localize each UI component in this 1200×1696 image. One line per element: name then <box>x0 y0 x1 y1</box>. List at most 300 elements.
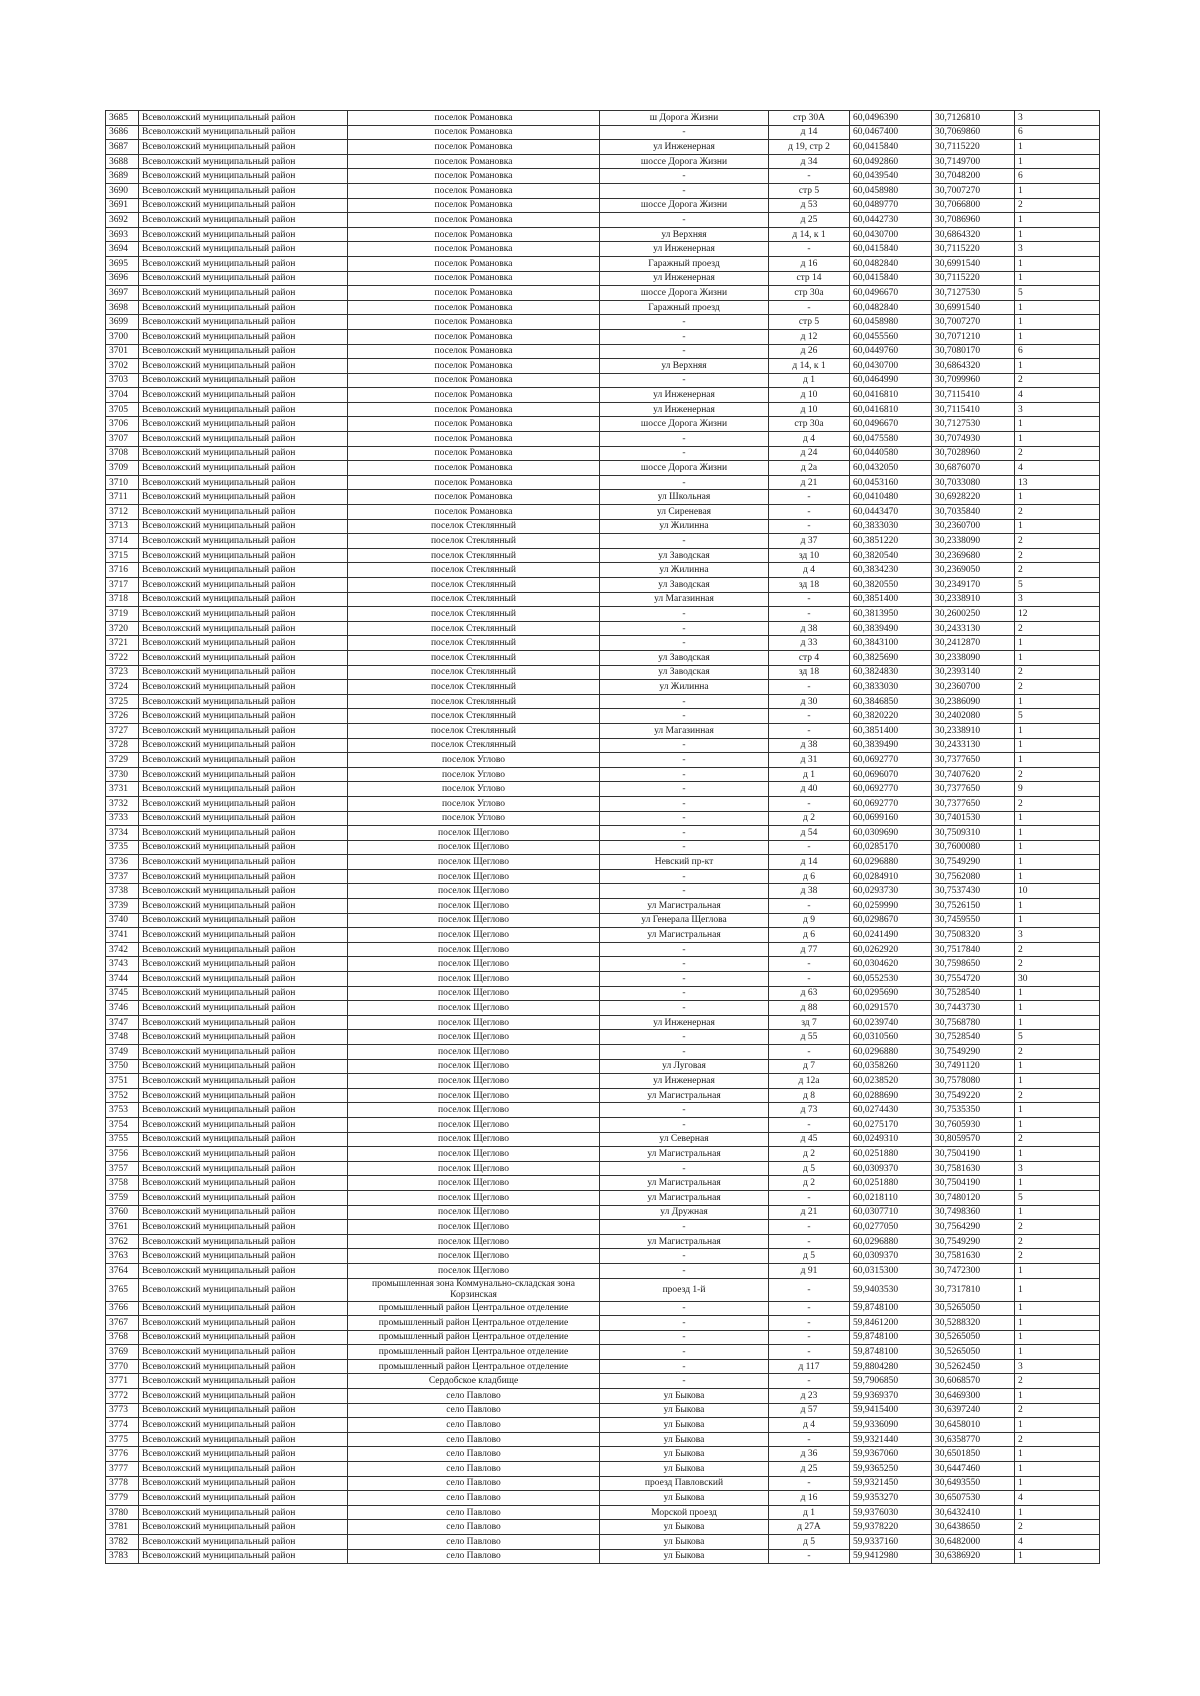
longitude-cell: 30,7115220 <box>932 271 1015 286</box>
row-number: 3747 <box>106 1015 139 1030</box>
latitude-cell: 60,0307710 <box>850 1205 932 1220</box>
locality-cell: поселок Стеклянный <box>348 709 600 724</box>
count-cell: 1 <box>1015 1278 1100 1301</box>
locality-cell: промышленный район Центральное отделение <box>348 1316 600 1331</box>
count-cell: 6 <box>1015 169 1100 184</box>
latitude-cell: 60,0315300 <box>850 1263 932 1278</box>
count-cell: 1 <box>1015 913 1100 928</box>
street-cell: - <box>600 169 769 184</box>
latitude-cell: 60,0492860 <box>850 154 932 169</box>
district-cell: Всеволожский муниципальный район <box>139 840 348 855</box>
locality-cell: Сердобское кладбище <box>348 1374 600 1389</box>
house-cell: д 33 <box>769 636 850 651</box>
house-cell: - <box>769 723 850 738</box>
locality-cell: поселок Романовка <box>348 388 600 403</box>
house-cell: д 2а <box>769 461 850 476</box>
latitude-cell: 60,0296880 <box>850 855 932 870</box>
street-cell: - <box>600 1330 769 1345</box>
table-row <box>106 1015 1100 1030</box>
locality-cell: поселок Романовка <box>348 111 600 126</box>
table-row <box>106 738 1100 753</box>
longitude-cell: 30,2369680 <box>932 548 1015 563</box>
street-cell: ул Инженерная <box>600 140 769 155</box>
district-cell: Всеволожский муниципальный район <box>139 1015 348 1030</box>
row-number: 3764 <box>106 1263 139 1278</box>
house-cell: д 23 <box>769 1389 850 1404</box>
row-number: 3736 <box>106 855 139 870</box>
longitude-cell: 30,7401530 <box>932 811 1015 826</box>
latitude-cell: 60,0238520 <box>850 1074 932 1089</box>
locality-cell: поселок Щеглово <box>348 928 600 943</box>
locality-cell: поселок Щеглово <box>348 1117 600 1132</box>
count-cell: 1 <box>1015 1015 1100 1030</box>
count-cell: 1 <box>1015 1205 1100 1220</box>
street-cell: ул Быкова <box>600 1418 769 1433</box>
street-cell: ул Быкова <box>600 1403 769 1418</box>
count-cell: 1 <box>1015 1059 1100 1074</box>
row-number: 3727 <box>106 723 139 738</box>
district-cell: Всеволожский муниципальный район <box>139 1147 348 1162</box>
longitude-cell: 30,6991540 <box>932 300 1015 315</box>
row-number: 3730 <box>106 767 139 782</box>
locality-cell: промышленный район Центральное отделение <box>348 1345 600 1360</box>
table-row <box>106 782 1100 797</box>
district-cell: Всеволожский муниципальный район <box>139 1278 348 1301</box>
district-cell: Всеволожский муниципальный район <box>139 446 348 461</box>
latitude-cell: 60,3824830 <box>850 665 932 680</box>
count-cell: 1 <box>1015 1176 1100 1191</box>
street-cell: ул Быкова <box>600 1389 769 1404</box>
table-row <box>106 475 1100 490</box>
latitude-cell: 60,3820220 <box>850 709 932 724</box>
longitude-cell: 30,6447460 <box>932 1462 1015 1477</box>
count-cell: 1 <box>1015 1074 1100 1089</box>
house-cell: - <box>769 1432 850 1447</box>
count-cell: 2 <box>1015 1249 1100 1264</box>
count-cell: 1 <box>1015 826 1100 841</box>
house-cell: стр 4 <box>769 650 850 665</box>
row-number: 3779 <box>106 1491 139 1506</box>
district-cell: Всеволожский муниципальный район <box>139 534 348 549</box>
district-cell: Всеволожский муниципальный район <box>139 592 348 607</box>
district-cell: Всеволожский муниципальный район <box>139 928 348 943</box>
row-number: 3714 <box>106 534 139 549</box>
table-row <box>106 315 1100 330</box>
row-number: 3717 <box>106 578 139 593</box>
district-cell: Всеволожский муниципальный район <box>139 957 348 972</box>
count-cell: 9 <box>1015 782 1100 797</box>
district-cell: Всеволожский муниципальный район <box>139 1234 348 1249</box>
row-number: 3713 <box>106 519 139 534</box>
locality-cell: поселок Углово <box>348 796 600 811</box>
row-number: 3761 <box>106 1220 139 1235</box>
count-cell: 1 <box>1015 1301 1100 1316</box>
latitude-cell: 60,0358260 <box>850 1059 932 1074</box>
locality-cell: поселок Щеглово <box>348 1249 600 1264</box>
district-cell: Всеволожский муниципальный район <box>139 388 348 403</box>
locality-cell: поселок Щеглово <box>348 855 600 870</box>
address-table <box>105 110 1100 1564</box>
house-cell: - <box>769 242 850 257</box>
row-number: 3697 <box>106 286 139 301</box>
latitude-cell: 60,0439540 <box>850 169 932 184</box>
count-cell: 2 <box>1015 446 1100 461</box>
locality-cell: поселок Романовка <box>348 183 600 198</box>
house-cell: д 9 <box>769 913 850 928</box>
district-cell: Всеволожский муниципальный район <box>139 709 348 724</box>
longitude-cell: 30,7509310 <box>932 826 1015 841</box>
street-cell: ул Луговая <box>600 1059 769 1074</box>
district-cell: Всеволожский муниципальный район <box>139 650 348 665</box>
house-cell: зд 10 <box>769 548 850 563</box>
house-cell: стр 30А <box>769 111 850 126</box>
house-cell: д 16 <box>769 1491 850 1506</box>
street-cell: шоссе Дорога Жизни <box>600 154 769 169</box>
house-cell: - <box>769 505 850 520</box>
locality-cell: поселок Углово <box>348 811 600 826</box>
latitude-cell: 60,0251880 <box>850 1147 932 1162</box>
house-cell: д 34 <box>769 154 850 169</box>
longitude-cell: 30,2393140 <box>932 665 1015 680</box>
longitude-cell: 30,7578080 <box>932 1074 1015 1089</box>
row-number: 3703 <box>106 373 139 388</box>
count-cell: 1 <box>1015 1505 1100 1520</box>
street-cell: ул Магистральная <box>600 1088 769 1103</box>
longitude-cell: 30,7443730 <box>932 1001 1015 1016</box>
row-number: 3728 <box>106 738 139 753</box>
row-number: 3724 <box>106 680 139 695</box>
locality-cell: поселок Романовка <box>348 344 600 359</box>
row-number: 3753 <box>106 1103 139 1118</box>
locality-cell: поселок Щеглово <box>348 1190 600 1205</box>
table-row <box>106 767 1100 782</box>
locality-cell: поселок Щеглово <box>348 1234 600 1249</box>
district-cell: Всеволожский муниципальный район <box>139 140 348 155</box>
street-cell: - <box>600 315 769 330</box>
latitude-cell: 60,0295690 <box>850 986 932 1001</box>
locality-cell: поселок Стеклянный <box>348 534 600 549</box>
row-number: 3725 <box>106 694 139 709</box>
table-row <box>106 548 1100 563</box>
locality-cell: поселок Романовка <box>348 256 600 271</box>
row-number: 3712 <box>106 505 139 520</box>
street-cell: - <box>600 534 769 549</box>
table-row <box>106 373 1100 388</box>
district-cell: Всеволожский муниципальный район <box>139 1549 348 1564</box>
district-cell: Всеволожский муниципальный район <box>139 490 348 505</box>
row-number: 3735 <box>106 840 139 855</box>
table-row <box>106 1278 1100 1301</box>
longitude-cell: 30,7127530 <box>932 417 1015 432</box>
table-row <box>106 1132 1100 1147</box>
house-cell: д 7 <box>769 1059 850 1074</box>
row-number: 3733 <box>106 811 139 826</box>
house-cell: - <box>769 1476 850 1491</box>
table-row <box>106 1432 1100 1447</box>
latitude-cell: 60,3851220 <box>850 534 932 549</box>
longitude-cell: 30,2412870 <box>932 636 1015 651</box>
latitude-cell: 60,0464990 <box>850 373 932 388</box>
house-cell: д 4 <box>769 563 850 578</box>
locality-cell: поселок Стеклянный <box>348 607 600 622</box>
house-cell: д 37 <box>769 534 850 549</box>
house-cell: д 30 <box>769 694 850 709</box>
house-cell: д 27А <box>769 1520 850 1535</box>
count-cell: 3 <box>1015 928 1100 943</box>
latitude-cell: 60,0284910 <box>850 869 932 884</box>
district-cell: Всеволожский муниципальный район <box>139 855 348 870</box>
latitude-cell: 60,0458980 <box>850 183 932 198</box>
street-cell: - <box>600 986 769 1001</box>
count-cell: 2 <box>1015 1132 1100 1147</box>
row-number: 3762 <box>106 1234 139 1249</box>
locality-cell: поселок Щеглово <box>348 1132 600 1147</box>
longitude-cell: 30,7526150 <box>932 899 1015 914</box>
table-row <box>106 723 1100 738</box>
locality-cell: село Павлово <box>348 1403 600 1418</box>
district-cell: Всеволожский муниципальный район <box>139 1249 348 1264</box>
district-cell: Всеволожский муниципальный район <box>139 1389 348 1404</box>
longitude-cell: 30,7549290 <box>932 1234 1015 1249</box>
latitude-cell: 60,0430700 <box>850 359 932 374</box>
latitude-cell: 60,0443470 <box>850 505 932 520</box>
count-cell: 1 <box>1015 315 1100 330</box>
longitude-cell: 30,5262450 <box>932 1359 1015 1374</box>
latitude-cell: 60,0241490 <box>850 928 932 943</box>
latitude-cell: 60,0309370 <box>850 1249 932 1264</box>
longitude-cell: 30,2600250 <box>932 607 1015 622</box>
street-cell: - <box>600 884 769 899</box>
district-cell: Всеволожский муниципальный район <box>139 329 348 344</box>
district-cell: Всеволожский муниципальный район <box>139 111 348 126</box>
street-cell: ул Заводская <box>600 665 769 680</box>
locality-cell: поселок Романовка <box>348 271 600 286</box>
row-number: 3686 <box>106 125 139 140</box>
house-cell: - <box>769 1278 850 1301</box>
house-cell: д 5 <box>769 1249 850 1264</box>
district-cell: Всеволожский муниципальный район <box>139 1505 348 1520</box>
row-number: 3702 <box>106 359 139 374</box>
latitude-cell: 59,9365250 <box>850 1462 932 1477</box>
count-cell: 1 <box>1015 1476 1100 1491</box>
street-cell: - <box>600 709 769 724</box>
house-cell: д 14 <box>769 855 850 870</box>
table-row <box>106 826 1100 841</box>
locality-cell: промышленный район Центральное отделение <box>348 1301 600 1316</box>
district-cell: Всеволожский муниципальный район <box>139 680 348 695</box>
count-cell: 4 <box>1015 388 1100 403</box>
latitude-cell: 60,0440580 <box>850 446 932 461</box>
latitude-cell: 60,0496670 <box>850 286 932 301</box>
district-cell: Всеволожский муниципальный район <box>139 373 348 388</box>
longitude-cell: 30,7598650 <box>932 957 1015 972</box>
table-row <box>106 1374 1100 1389</box>
street-cell: ул Магистральная <box>600 1147 769 1162</box>
row-number: 3729 <box>106 753 139 768</box>
district-cell: Всеволожский муниципальный район <box>139 1476 348 1491</box>
row-number: 3690 <box>106 183 139 198</box>
district-cell: Всеволожский муниципальный район <box>139 213 348 228</box>
longitude-cell: 30,2338910 <box>932 592 1015 607</box>
house-cell: д 63 <box>769 986 850 1001</box>
latitude-cell: 60,3846850 <box>850 694 932 709</box>
street-cell: - <box>600 1263 769 1278</box>
count-cell: 2 <box>1015 621 1100 636</box>
longitude-cell: 30,7080170 <box>932 344 1015 359</box>
table-row <box>106 213 1100 228</box>
street-cell: - <box>600 1161 769 1176</box>
latitude-cell: 59,9367060 <box>850 1447 932 1462</box>
count-cell: 1 <box>1015 899 1100 914</box>
longitude-cell: 30,2338090 <box>932 534 1015 549</box>
row-number: 3741 <box>106 928 139 943</box>
table-row <box>106 1045 1100 1060</box>
locality-cell: село Павлово <box>348 1476 600 1491</box>
count-cell: 1 <box>1015 1103 1100 1118</box>
locality-cell: село Павлово <box>348 1432 600 1447</box>
street-cell: - <box>600 329 769 344</box>
district-cell: Всеволожский муниципальный район <box>139 227 348 242</box>
locality-cell: село Павлово <box>348 1520 600 1535</box>
count-cell: 1 <box>1015 1330 1100 1345</box>
locality-cell: поселок Щеглово <box>348 826 600 841</box>
locality-cell: поселок Стеклянный <box>348 650 600 665</box>
table-row <box>106 125 1100 140</box>
house-cell: стр 30а <box>769 286 850 301</box>
district-cell: Всеволожский муниципальный район <box>139 1345 348 1360</box>
count-cell: 3 <box>1015 402 1100 417</box>
table-row <box>106 563 1100 578</box>
latitude-cell: 59,9403530 <box>850 1278 932 1301</box>
street-cell: - <box>600 738 769 753</box>
longitude-cell: 30,6068570 <box>932 1374 1015 1389</box>
table-row <box>106 1345 1100 1360</box>
house-cell: - <box>769 300 850 315</box>
row-number: 3710 <box>106 475 139 490</box>
count-cell: 1 <box>1015 432 1100 447</box>
latitude-cell: 59,9337160 <box>850 1535 932 1550</box>
district-cell: Всеволожский муниципальный район <box>139 242 348 257</box>
street-cell: ул Магазинная <box>600 723 769 738</box>
latitude-cell: 60,3820550 <box>850 578 932 593</box>
street-cell: - <box>600 621 769 636</box>
house-cell: - <box>769 957 850 972</box>
row-number: 3774 <box>106 1418 139 1433</box>
street-cell: ул Инженерная <box>600 271 769 286</box>
latitude-cell: 60,0296880 <box>850 1234 932 1249</box>
house-cell: д 91 <box>769 1263 850 1278</box>
street-cell: ул Заводская <box>600 650 769 665</box>
row-number: 3757 <box>106 1161 139 1176</box>
longitude-cell: 30,7149700 <box>932 154 1015 169</box>
count-cell: 2 <box>1015 957 1100 972</box>
street-cell: шоссе Дорога Жизни <box>600 461 769 476</box>
house-cell: д 24 <box>769 446 850 461</box>
latitude-cell: 60,0496670 <box>850 417 932 432</box>
table-row <box>106 1176 1100 1191</box>
count-cell: 3 <box>1015 111 1100 126</box>
house-cell: - <box>769 519 850 534</box>
count-cell: 1 <box>1015 840 1100 855</box>
district-cell: Всеволожский муниципальный район <box>139 1491 348 1506</box>
longitude-cell: 30,7605930 <box>932 1117 1015 1132</box>
count-cell: 1 <box>1015 694 1100 709</box>
latitude-cell: 60,0453160 <box>850 475 932 490</box>
row-number: 3776 <box>106 1447 139 1462</box>
street-cell: ул Жилинна <box>600 563 769 578</box>
longitude-cell: 30,6358770 <box>932 1432 1015 1447</box>
table-row <box>106 242 1100 257</box>
street-cell: шоссе Дорога Жизни <box>600 417 769 432</box>
district-cell: Всеволожский муниципальный район <box>139 1520 348 1535</box>
longitude-cell: 30,7127530 <box>932 286 1015 301</box>
table-row <box>106 169 1100 184</box>
count-cell: 2 <box>1015 373 1100 388</box>
locality-cell: поселок Щеглово <box>348 869 600 884</box>
row-number: 3743 <box>106 957 139 972</box>
row-number: 3696 <box>106 271 139 286</box>
count-cell: 2 <box>1015 1220 1100 1235</box>
longitude-cell: 30,5265050 <box>932 1330 1015 1345</box>
row-number: 3709 <box>106 461 139 476</box>
count-cell: 1 <box>1015 183 1100 198</box>
row-number: 3777 <box>106 1462 139 1477</box>
district-cell: Всеволожский муниципальный район <box>139 782 348 797</box>
count-cell: 1 <box>1015 227 1100 242</box>
longitude-cell: 30,2369050 <box>932 563 1015 578</box>
longitude-cell: 30,5288320 <box>932 1316 1015 1331</box>
street-cell: - <box>600 694 769 709</box>
locality-cell: поселок Щеглово <box>348 942 600 957</box>
table-row <box>106 1418 1100 1433</box>
row-number: 3694 <box>106 242 139 257</box>
count-cell: 2 <box>1015 1088 1100 1103</box>
count-cell: 3 <box>1015 1359 1100 1374</box>
district-cell: Всеволожский муниципальный район <box>139 1205 348 1220</box>
house-cell: д 6 <box>769 928 850 943</box>
district-cell: Всеволожский муниципальный район <box>139 621 348 636</box>
latitude-cell: 60,3834230 <box>850 563 932 578</box>
street-cell: - <box>600 796 769 811</box>
locality-cell: поселок Щеглово <box>348 972 600 987</box>
row-number: 3719 <box>106 607 139 622</box>
locality-cell: поселок Романовка <box>348 432 600 447</box>
street-cell: шоссе Дорога Жизни <box>600 198 769 213</box>
latitude-cell: 60,0309690 <box>850 826 932 841</box>
district-cell: Всеволожский муниципальный район <box>139 1432 348 1447</box>
street-cell: ул Сиреневая <box>600 505 769 520</box>
locality-cell: поселок Стеклянный <box>348 563 600 578</box>
street-cell: ул Школьная <box>600 490 769 505</box>
table-row <box>106 505 1100 520</box>
house-cell: д 88 <box>769 1001 850 1016</box>
district-cell: Всеволожский муниципальный район <box>139 986 348 1001</box>
row-number: 3749 <box>106 1045 139 1060</box>
table-row <box>106 1447 1100 1462</box>
locality-cell: поселок Щеглово <box>348 1088 600 1103</box>
district-cell: Всеволожский муниципальный район <box>139 1088 348 1103</box>
locality-cell: поселок Романовка <box>348 446 600 461</box>
house-cell: зд 18 <box>769 665 850 680</box>
table-row <box>106 899 1100 914</box>
row-number: 3718 <box>106 592 139 607</box>
longitude-cell: 30,7377650 <box>932 796 1015 811</box>
row-number: 3775 <box>106 1432 139 1447</box>
row-number: 3766 <box>106 1301 139 1316</box>
table-row <box>106 1074 1100 1089</box>
latitude-cell: 59,8748100 <box>850 1301 932 1316</box>
street-cell: ул Магистральная <box>600 928 769 943</box>
